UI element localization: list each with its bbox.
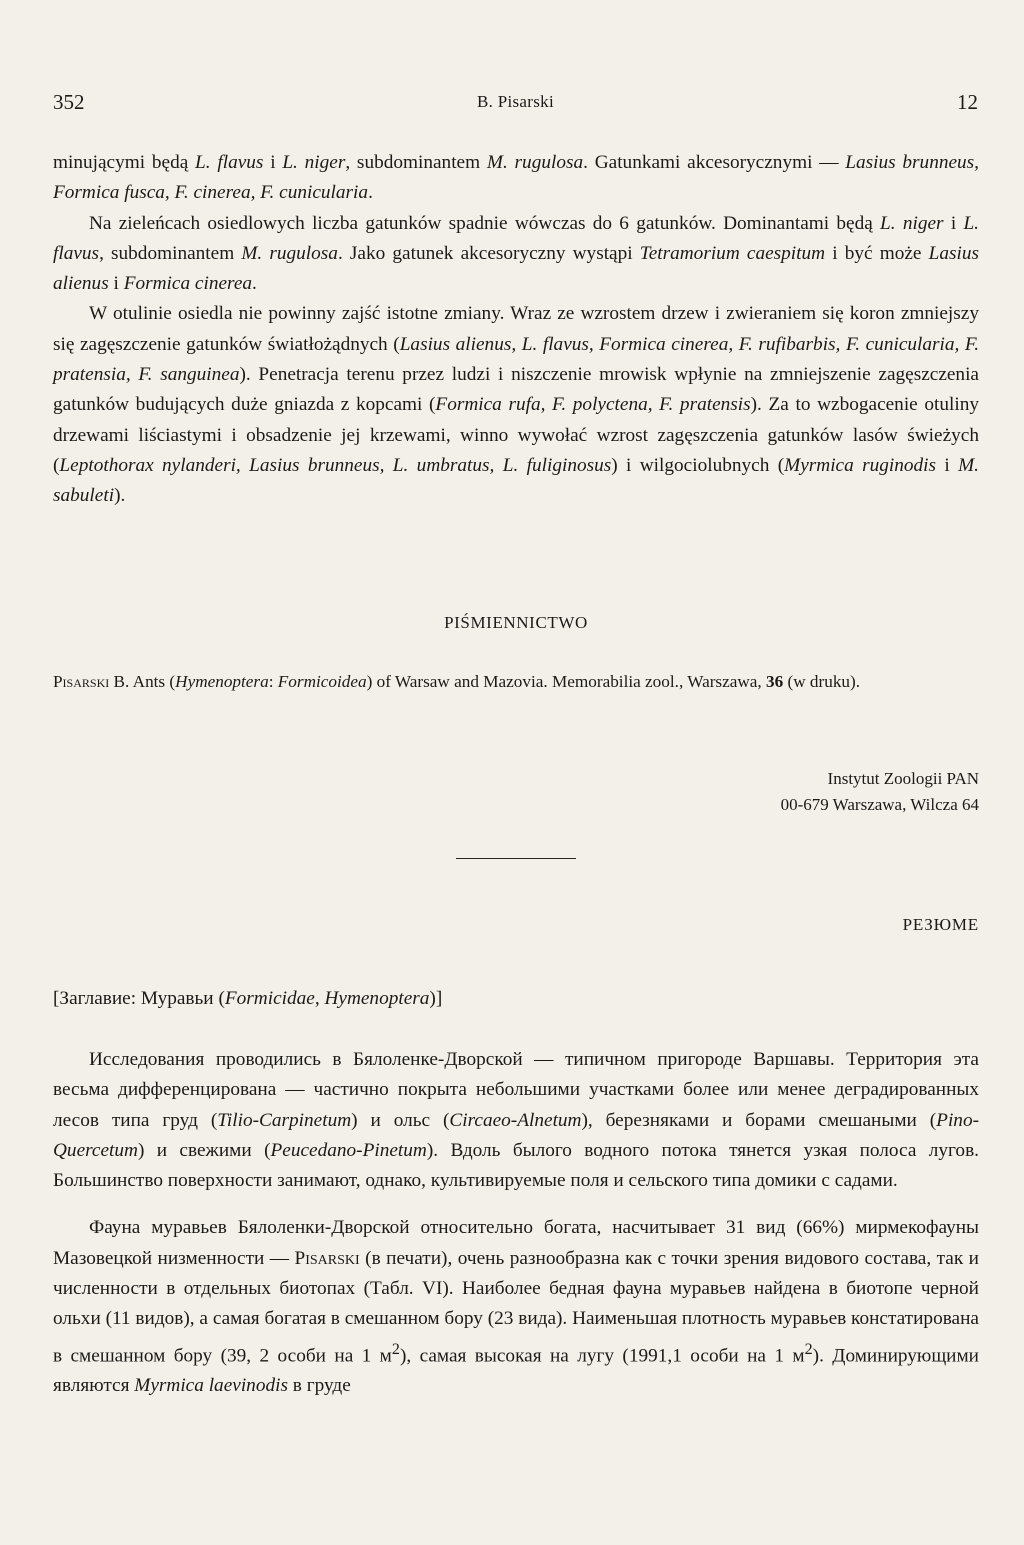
reference-entry: Pisarski B. Ants (Hymenoptera: Formicoidea) of Warsaw and Mazovia. Memorabilia zool., Warszawa, 36 (w druku).	[53, 672, 861, 691]
resume-title: [Заглавие: Муравьи (Formicidae, Hymenoptera)]	[53, 988, 443, 1009]
page-number: 352	[53, 90, 85, 114]
russian-text-block	[53, 1045, 979, 1402]
page-header	[53, 90, 978, 120]
author-address	[781, 766, 979, 818]
separator-rule	[456, 858, 576, 859]
resume-heading: РЕЗЮМЕ	[902, 915, 979, 934]
reference-author: Pisarski	[53, 672, 110, 691]
folio-number: 12	[957, 90, 978, 114]
paragraph-zielence: Na zieleńcach osiedlowych liczba gatunków spadnie wówczas do 6 gatunków. Dominantami będą L. niger i L. flavus, subdominantem M. rugulosa. Jako gatunek akcesoryczny wystąpi Tetramorium caespitum i być może Lasius alienus i Formica cinerea.	[53, 212, 979, 295]
paragraph-otulina: W otulinie osiedla nie powinny zajść istotne zmiany. Wraz ze wzrostem drzew i zwieraniem się koron zmniejszy się zagęszczenie gatunków światłożądnych (Lasius alienus, L. flavus, Formica cinerea, F. rufibarbis, F. cunicularia, F. pratensia, F. sanguinea). Penetracja terenu przez ludzi i niszczenie mrowisk wpłynie na zmniejszenie zagęszczenia gatunków budujących duże gniazda z kopcami (Formica rufa, F. polyctena, F. pratensis). Za to wzbogacenie otuliny drzewami liściastymi i obsadzenie jej krzewami, winno wywołać wzrost zagęszczenia gatunków lasów świeżych (Leptothorax nylanderi, Lasius brunneus, L. umbratus, L. fuliginosus) i wilgociolubnych (Myrmica ruginodis i M. sabuleti).	[53, 303, 980, 507]
polish-text-block	[53, 148, 979, 512]
address-institute: Instytut Zoologii PAN	[827, 769, 979, 788]
paragraph-continued: minującymi będą L. flavus i L. niger, subdominantem M. rugulosa. Gatunkami akcesorycznymi — Lasius brunneus, Formica fusca, F. cinerea, F. cunicularia.	[53, 152, 979, 204]
resume-paragraph-2: Фауна муравьев Бялоленки-Дворской относительно богата, насчитывает 31 вид (66%) мирмекофауны Мазовецкой низменности — Pisarski (в печати), очень разнообразна как с точки зрения видового состава, так и численности в отдельных биотопах (Табл. VI). Наиболее бедная фауна муравьев найдена в биотопе черной ольхи (11 видов), а самая богатая в смешанном бору (23 вида). Наименьшая плотность муравьев констатирована в смешанном бору (39, 2 особи на 1 $м^2$), самая высокая на лугу (1991,1 особи на 1 $м^2$). Доминирующими являются Myrmica laevinodis в груде	[53, 1217, 980, 1397]
running-head: B. Pisarski	[477, 92, 554, 111]
references-heading: PIŚMIENNICTWO	[444, 613, 588, 632]
address-street: 00-679 Warszawa, Wilcza 64	[780, 795, 979, 814]
resume-paragraph-1: Исследования проводились в Бялоленке-Дворской — типичном пригороде Варшавы. Территория эта весьма дифференцирована — частично покрыта небольшими участками более или менее деградированных лесов типа груд (Tilio-Carpinetum) и ольс (Circaeo-Alnetum), березняками и борами смешаными (Pino-Quercetum) и свежими (Peucedano-Pinetum). Вдоль былого водного потока тянется узкая полоса лугов. Большинство поверхности занимают, однако, культивируемые поля и сельского типа домики с садами.	[53, 1049, 980, 1192]
